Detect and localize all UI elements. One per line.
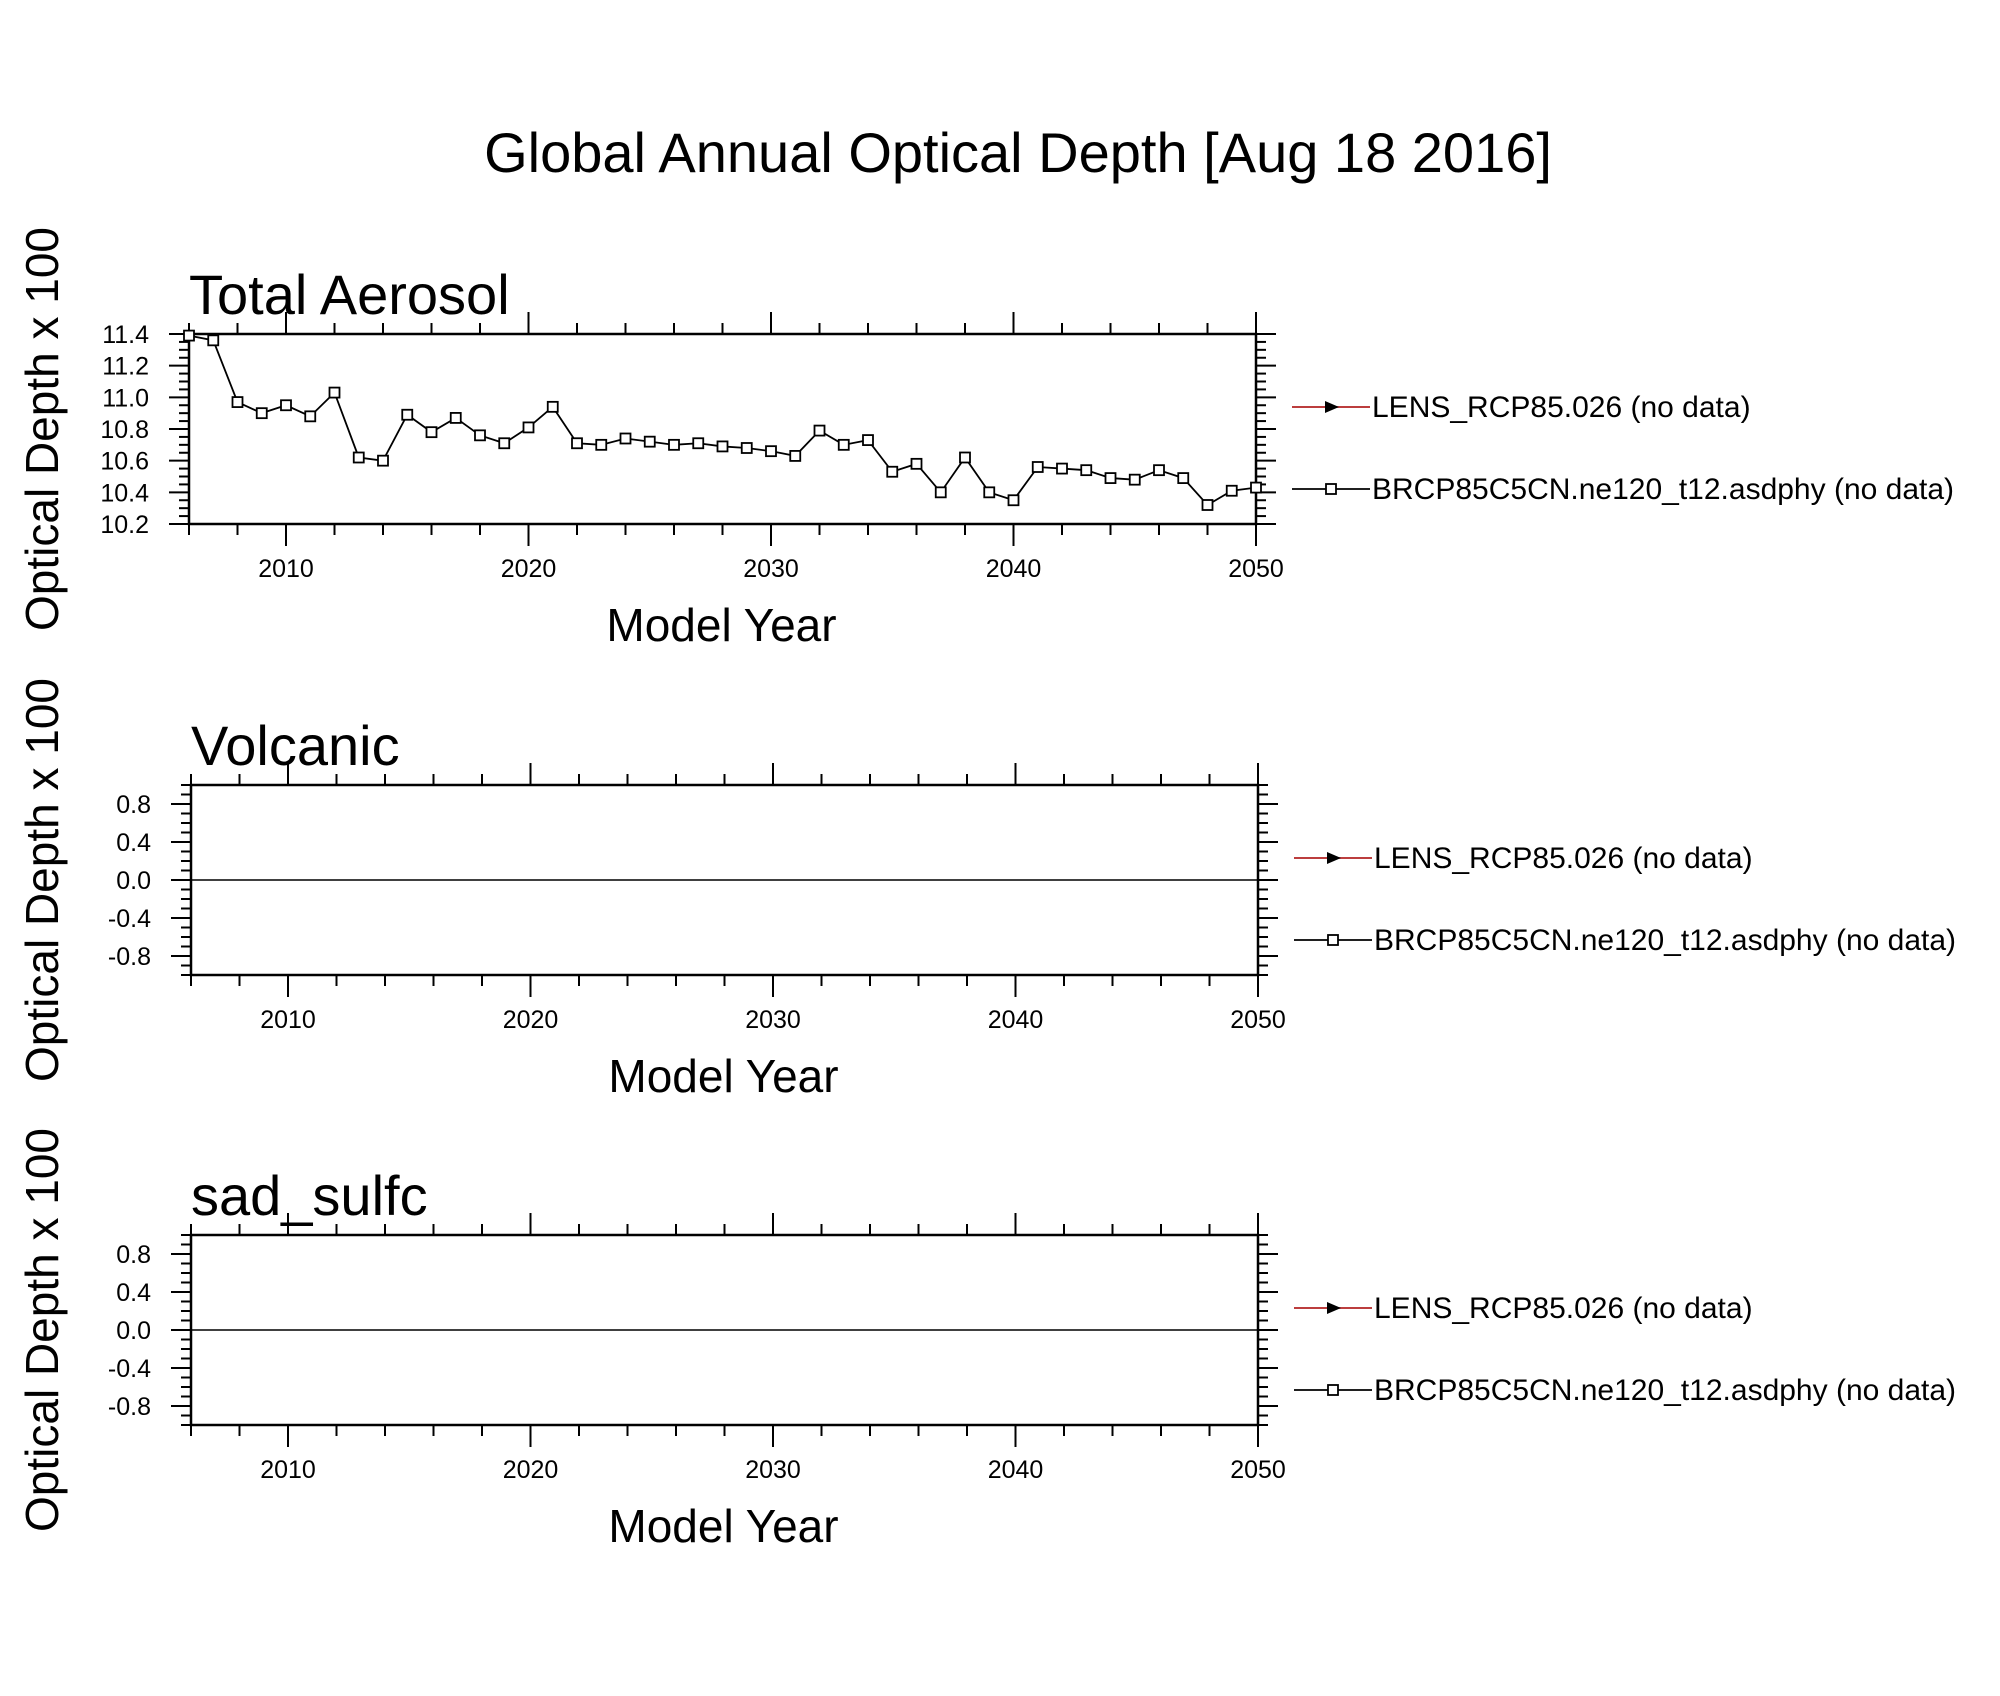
data-point — [1130, 475, 1140, 485]
y-axis-label: Optical Depth x 100 — [16, 677, 68, 1083]
data-point — [1033, 462, 1043, 472]
data-point — [208, 335, 218, 345]
legend-label: BRCP85C5CN.ne120_t12.asdphy (no data) — [1374, 1374, 1957, 1407]
legend-triangle-marker — [1327, 1302, 1341, 1314]
x-tick-label: 2010 — [258, 555, 314, 583]
y-tick-label: 11.4 — [102, 321, 149, 349]
x-tick-label: 2010 — [260, 1006, 316, 1034]
x-tick-label: 2040 — [987, 1006, 1044, 1034]
data-point — [499, 438, 509, 448]
y-tick-label: 0.4 — [116, 1279, 151, 1307]
panel-3 — [16, 1128, 1956, 1552]
data-point — [354, 453, 364, 463]
data-point — [281, 400, 291, 410]
legend-label: BRCP85C5CN.ne120_t12.asdphy (no data) — [1372, 473, 1955, 506]
data-point — [815, 426, 825, 436]
x-axis-label: Model Year — [608, 1500, 839, 1552]
legend-triangle-marker — [1327, 852, 1341, 864]
y-tick-label: 11.0 — [102, 384, 149, 413]
y-tick-label: 10.4 — [100, 479, 149, 508]
data-point — [451, 413, 461, 423]
data-point — [1081, 465, 1091, 475]
y-tick-label: -0.8 — [107, 1393, 151, 1421]
y-tick-label: -0.4 — [107, 905, 151, 933]
x-axis-label: Model Year — [606, 599, 837, 651]
panel-title: Total Aerosol — [189, 263, 510, 326]
y-tick-label: 0.0 — [116, 1317, 151, 1345]
x-tick-label: 2010 — [260, 1456, 316, 1484]
x-tick-label: 2050 — [1230, 1456, 1286, 1484]
data-point — [402, 410, 412, 420]
x-axis-label: Model Year — [608, 1050, 839, 1102]
data-point — [839, 440, 849, 450]
data-point — [305, 411, 315, 421]
data-point — [475, 430, 485, 440]
data-point — [718, 441, 728, 451]
legend-triangle-marker — [1325, 401, 1339, 413]
x-tick-label: 2030 — [743, 555, 799, 583]
legend-label: LENS_RCP85.026 (no data) — [1374, 1292, 1753, 1325]
y-tick-label: 0.8 — [116, 1241, 151, 1269]
panel-title: Volcanic — [191, 714, 400, 777]
data-point — [621, 434, 631, 444]
legend-label: BRCP85C5CN.ne120_t12.asdphy (no data) — [1374, 924, 1957, 957]
x-tick-label: 2050 — [1230, 1006, 1286, 1034]
x-tick-label: 2030 — [745, 1456, 801, 1484]
data-point — [863, 435, 873, 445]
data-point — [1251, 483, 1261, 493]
data-point — [1203, 500, 1213, 510]
y-tick-label: 11.2 — [102, 352, 149, 381]
x-tick-label: 2040 — [985, 555, 1042, 583]
data-point — [984, 487, 994, 497]
data-point — [184, 331, 194, 341]
data-point — [669, 440, 679, 450]
data-point — [524, 422, 534, 432]
data-point — [596, 440, 606, 450]
data-point — [548, 402, 558, 412]
y-tick-label: 10.2 — [100, 511, 149, 539]
data-point — [1009, 495, 1019, 505]
x-tick-label: 2020 — [500, 555, 557, 583]
data-point — [1178, 473, 1188, 483]
y-tick-label: -0.8 — [107, 943, 151, 971]
y-axis-label: Optical Depth x 100 — [16, 1127, 68, 1533]
y-tick-label: 0.0 — [116, 867, 151, 895]
x-tick-label: 2040 — [987, 1456, 1044, 1484]
data-point — [1106, 473, 1116, 483]
data-point — [257, 408, 267, 418]
data-point — [572, 438, 582, 448]
panel-2 — [16, 678, 1956, 1102]
legend-square-marker — [1326, 484, 1336, 494]
data-point — [936, 487, 946, 497]
y-tick-label: 0.4 — [116, 829, 151, 857]
data-point — [330, 388, 340, 398]
data-point — [1227, 486, 1237, 496]
chart-title: Global Annual Optical Depth [Aug 18 2016] — [484, 121, 1552, 184]
series-line — [189, 336, 1256, 505]
panel-title: sad_sulfc — [191, 1164, 428, 1227]
data-point — [742, 443, 752, 453]
y-tick-label: -0.4 — [107, 1355, 151, 1383]
legend-label: LENS_RCP85.026 (no data) — [1374, 842, 1753, 875]
x-tick-label: 2020 — [502, 1456, 559, 1484]
x-tick-label: 2050 — [1228, 555, 1284, 583]
data-point — [887, 467, 897, 477]
data-point — [645, 437, 655, 447]
data-point — [960, 453, 970, 463]
data-point — [693, 438, 703, 448]
x-tick-label: 2030 — [745, 1006, 801, 1034]
data-point — [1057, 464, 1067, 474]
y-axis-label: Optical Depth x 100 — [16, 226, 68, 632]
y-tick-label: 0.8 — [116, 791, 151, 819]
data-point — [378, 456, 388, 466]
panel-1 — [16, 227, 1954, 651]
data-point — [233, 397, 243, 407]
y-tick-label: 10.8 — [100, 416, 149, 444]
legend-label: LENS_RCP85.026 (no data) — [1372, 391, 1751, 424]
data-point — [912, 459, 922, 469]
data-point — [1154, 465, 1164, 475]
y-tick-label: 10.6 — [100, 447, 149, 476]
data-point — [766, 446, 776, 456]
legend-square-marker — [1328, 935, 1338, 945]
x-tick-label: 2020 — [502, 1006, 559, 1034]
data-point — [790, 451, 800, 461]
legend-square-marker — [1328, 1385, 1338, 1395]
data-point — [427, 427, 437, 437]
